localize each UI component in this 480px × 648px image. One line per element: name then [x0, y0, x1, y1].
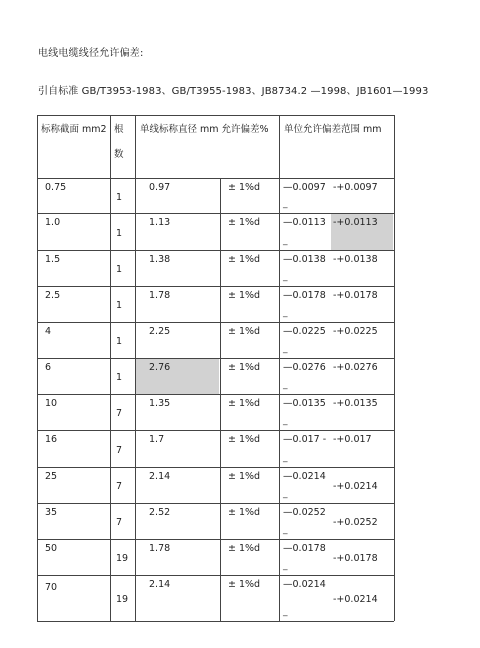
cell-count: 1 [116, 336, 123, 347]
cell-diameter: 1.7 [149, 434, 165, 445]
cell-range-high: -+0.0138 [333, 254, 378, 265]
cell-range-low: —0.0225 [283, 326, 326, 337]
cell-range-high: -+0.0214 [333, 481, 378, 492]
cell-section: 16 [45, 434, 58, 445]
table-hline [37, 430, 394, 431]
cell-range-low: —0.0252 [283, 507, 326, 518]
cell-diameter: 2.14 [149, 471, 171, 482]
cell-tolerance: ± 1%d [228, 290, 261, 301]
cell-diameter: 2.76 [149, 362, 171, 373]
cell-count: 1 [116, 372, 123, 383]
standards-reference: 引自标准 GB/T3953-1983、GB/T3955-1983、JB8734.2 —1998、JB1601—1993 [38, 86, 429, 97]
header-count-2: 数 [114, 149, 124, 160]
table-hline [37, 178, 394, 179]
header-diameter: 单线标称直径 mm 允许偏差% [140, 124, 269, 135]
cell-diameter: 0.97 [149, 182, 171, 193]
cell-count: 7 [116, 517, 123, 528]
cell-range-tail: _ [283, 199, 288, 209]
cell-diameter: 2.14 [149, 579, 171, 590]
table-hline [37, 115, 394, 116]
cell-range-tail: _ [283, 453, 288, 463]
cell-tolerance: ± 1%d [228, 507, 261, 518]
cell-range-low: —0.0178 [283, 290, 326, 301]
table-vline [279, 115, 280, 621]
cell-tolerance: ± 1%d [228, 326, 261, 337]
cell-range-tail: _ [283, 308, 288, 318]
table-hline [37, 503, 394, 504]
cell-range-low: —0.0138 [283, 254, 326, 265]
cell-range-tail: _ [283, 525, 288, 535]
table-vline [37, 115, 38, 621]
table-vline [110, 115, 111, 621]
cell-diameter: 1.78 [149, 543, 171, 554]
tolerance-table [37, 115, 394, 621]
cell-tolerance: ± 1%d [228, 471, 261, 482]
table-hline [37, 286, 394, 287]
cell-tolerance: ± 1%d [228, 398, 261, 409]
cell-range-low: —0.0178 [283, 543, 326, 554]
cell-section: 2.5 [45, 290, 61, 301]
table-hline [37, 322, 394, 323]
cell-diameter: 2.25 [149, 326, 171, 337]
cell-tolerance: ± 1%d [228, 254, 261, 265]
cell-range-high: -+0.017 [333, 434, 372, 445]
cell-range-low: —0.0113 [283, 217, 326, 228]
cell-section: 1.0 [45, 217, 61, 228]
cell-count: 7 [116, 445, 123, 456]
cell-diameter: 1.13 [149, 217, 171, 228]
table-hline [37, 467, 394, 468]
cell-diameter: 2.52 [149, 507, 171, 518]
cell-range-low: —0.0214 [283, 471, 326, 482]
cell-section: 6 [45, 362, 52, 373]
cell-diameter: 1.78 [149, 290, 171, 301]
cell-count: 7 [116, 408, 123, 419]
cell-range-tail: _ [283, 561, 288, 571]
cell-diameter: 1.35 [149, 398, 171, 409]
cell-count: 1 [116, 192, 123, 203]
cell-diameter: 1.38 [149, 254, 171, 265]
cell-range-low: —0.0097 [283, 182, 326, 193]
cell-section: 1.5 [45, 254, 61, 265]
cell-range-tail: _ [283, 416, 288, 426]
cell-range-high: -+0.0178 [333, 290, 378, 301]
cell-section: 25 [45, 471, 58, 482]
cell-range-low: —0.017 - [283, 434, 327, 445]
cell-section: 4 [45, 326, 52, 337]
cell-count: 1 [116, 300, 123, 311]
cell-range-tail: _ [283, 380, 288, 390]
header-count-1: 根 [114, 124, 124, 135]
cell-section: 50 [45, 543, 58, 554]
cell-tolerance: ± 1%d [228, 217, 261, 228]
table-hline [37, 250, 394, 251]
cell-tolerance: ± 1%d [228, 434, 261, 445]
header-section: 标称截面 mm2 [41, 124, 107, 135]
cell-range-low: —0.0135 [283, 398, 326, 409]
cell-tolerance: ± 1%d [228, 579, 261, 590]
cell-count: 19 [116, 594, 129, 605]
table-vline [220, 178, 221, 621]
table-vline [394, 115, 395, 621]
cell-range-tail: _ [283, 344, 288, 354]
cell-range-tail: _ [283, 272, 288, 282]
table-hline [37, 394, 394, 395]
cell-tolerance: ± 1%d [228, 543, 261, 554]
cell-range-high: -+0.0113 [333, 217, 378, 228]
cell-tolerance: ± 1%d [228, 362, 261, 373]
cell-range-high: -+0.0252 [333, 517, 378, 528]
cell-tolerance: ± 1%d [228, 182, 261, 193]
table-hline [37, 539, 394, 540]
cell-range-low: —0.0214 [283, 579, 326, 590]
table-hline [37, 621, 394, 622]
cell-range-high: -+0.0225 [333, 326, 378, 337]
table-hline [37, 575, 394, 576]
cell-range-low: —0.0276 [283, 362, 326, 373]
cell-range-high: -+0.0178 [333, 553, 378, 564]
cell-range-tail: _ [283, 489, 288, 499]
cell-range-high: -+0.0276 [333, 362, 378, 373]
cell-section: 10 [45, 398, 58, 409]
cell-range-high: -+0.0214 [333, 594, 378, 605]
document-title: 电线电缆线径允许偏差: [38, 48, 144, 59]
cell-count: 7 [116, 481, 123, 492]
cell-count: 1 [116, 228, 123, 239]
cell-count: 19 [116, 553, 129, 564]
cell-range-tail: _ [283, 607, 288, 617]
cell-range-high: -+0.0097 [333, 182, 378, 193]
cell-range-tail: _ [283, 236, 288, 246]
cell-section: 70 [45, 582, 58, 593]
header-range: 单位允许偏差范围 mm [284, 124, 382, 135]
cell-count: 1 [116, 264, 123, 275]
cell-range-high: -+0.0135 [333, 398, 378, 409]
cell-section: 0.75 [45, 182, 67, 193]
cell-section: 35 [45, 507, 58, 518]
